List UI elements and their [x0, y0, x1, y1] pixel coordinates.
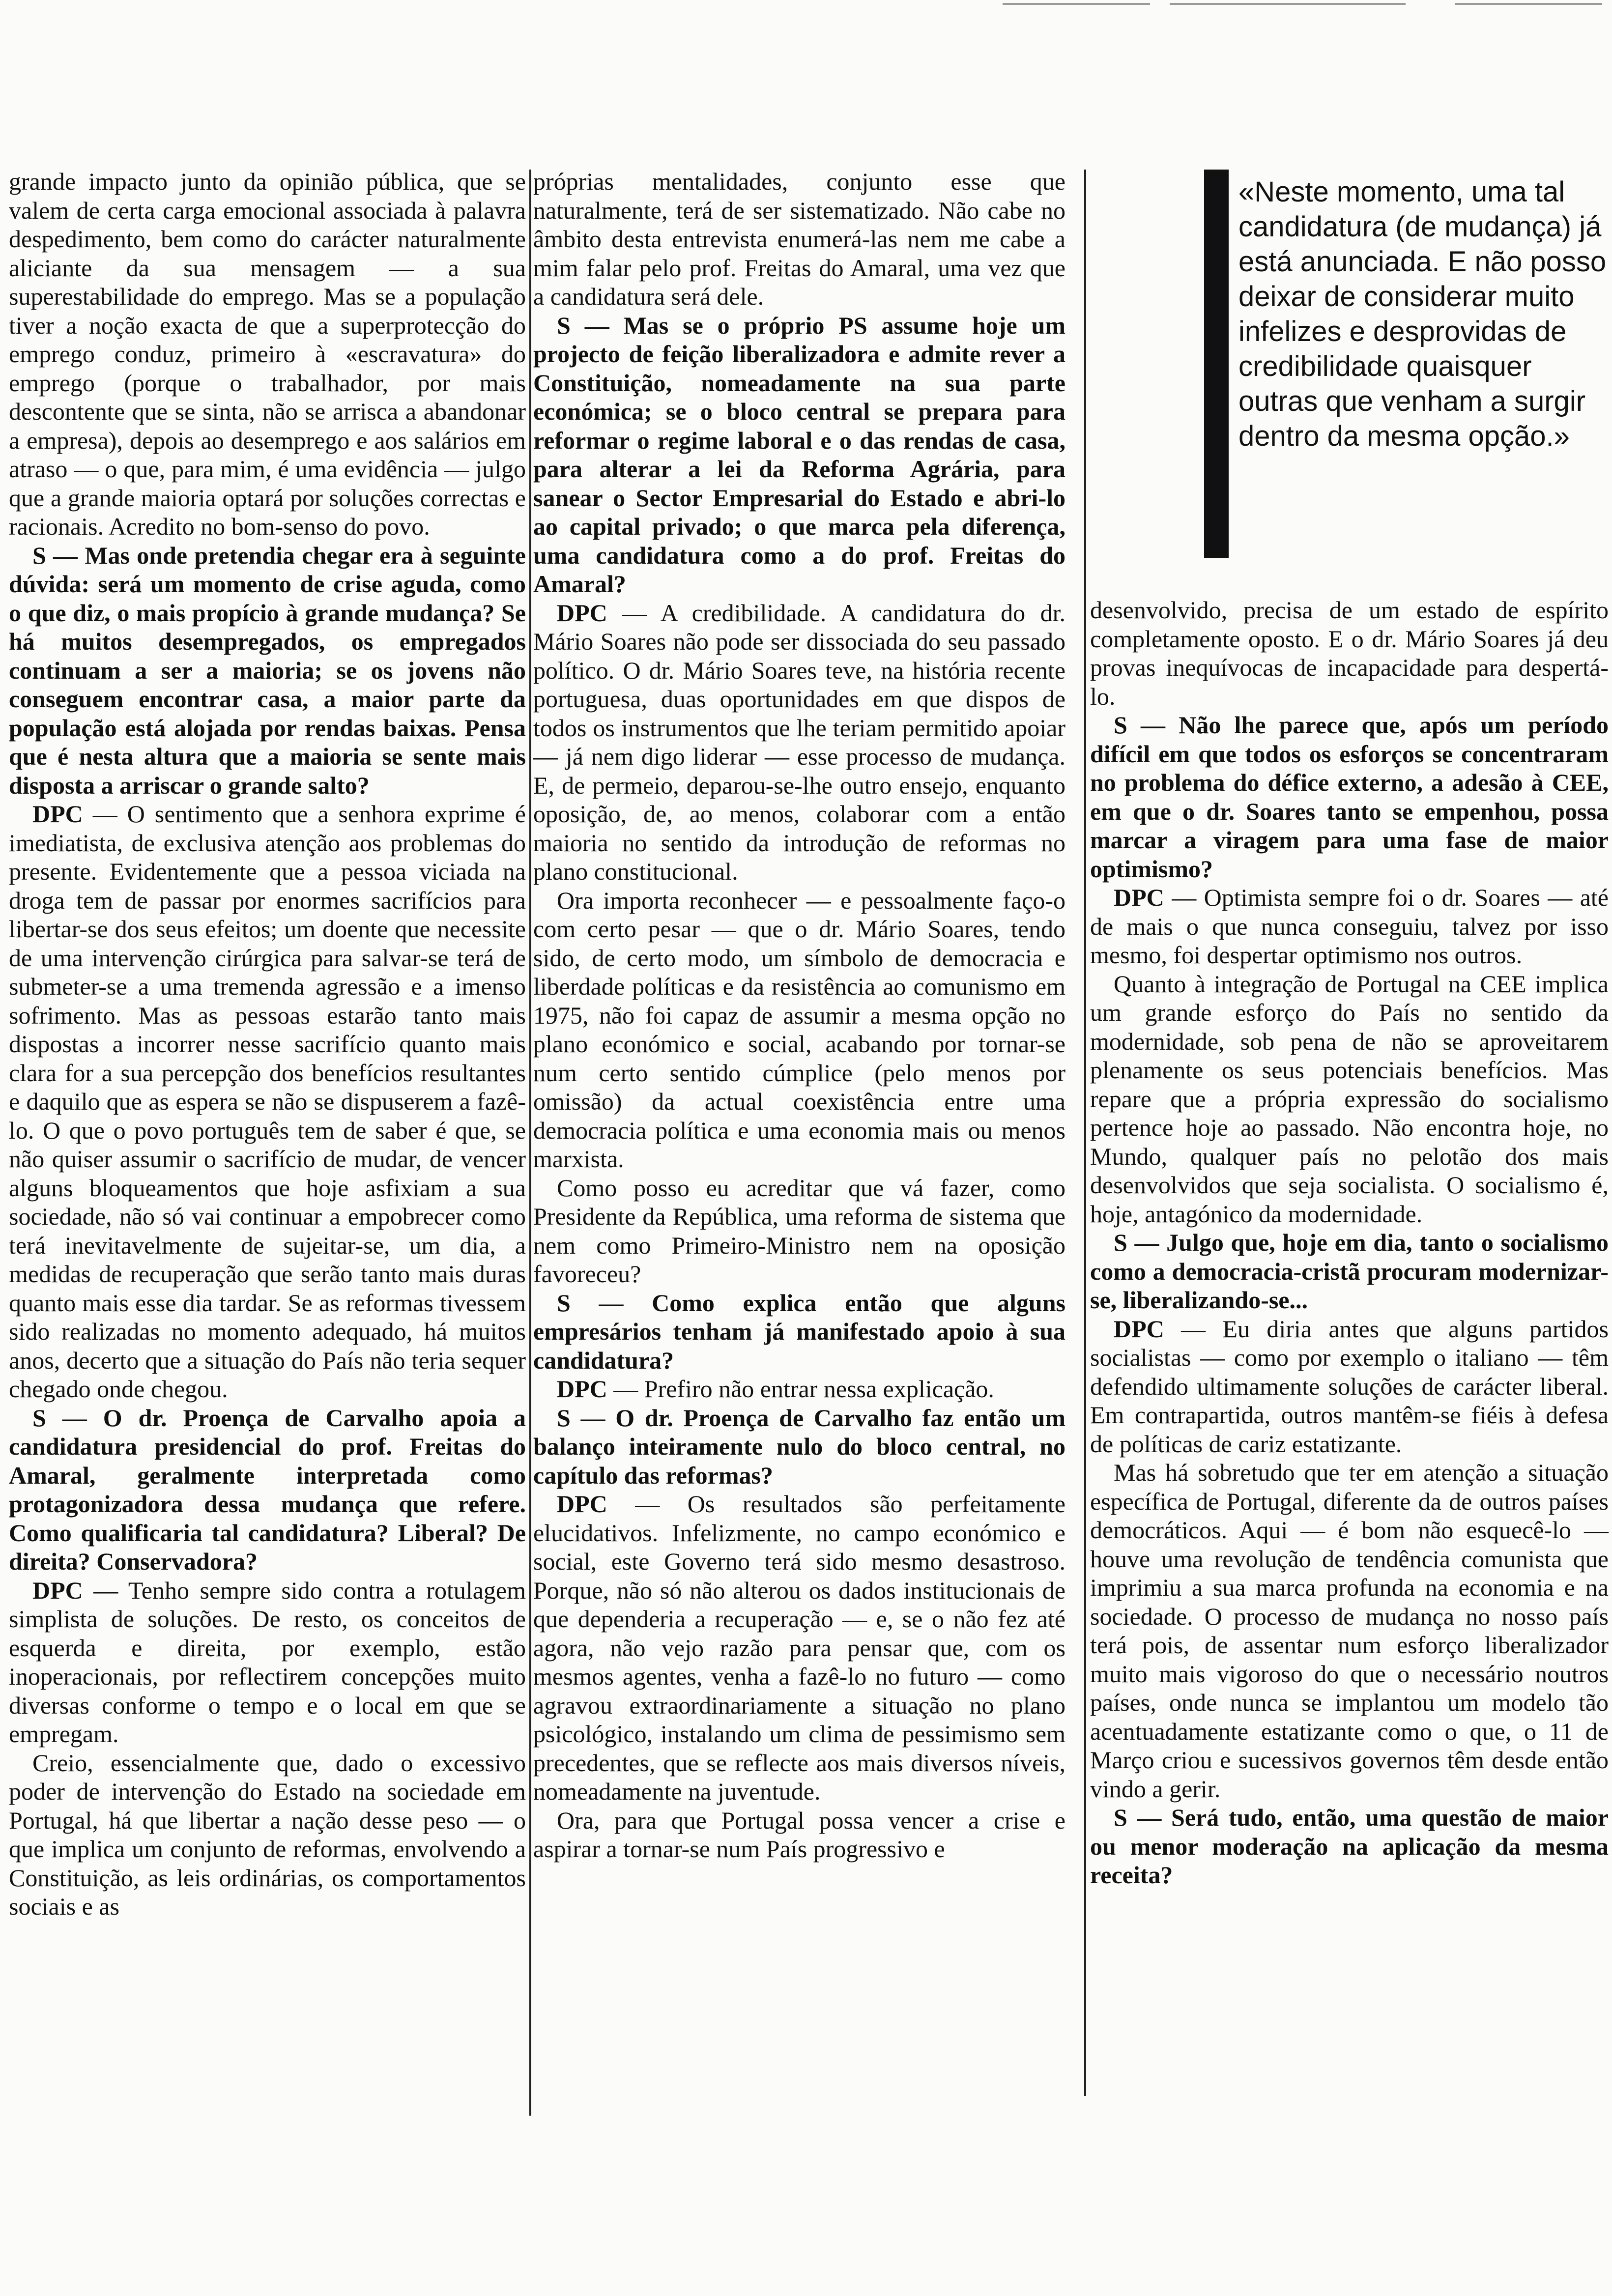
answer-text: — Optimista sempre foi o dr. Soares — até de mais o que nunca conseguiu, talvez por isso mesmo, foi despertar optimismo nos outros. [1090, 884, 1609, 969]
pull-quote [1238, 174, 1612, 454]
paragraph: Quanto à integração de Portugal na CEE implica um grande esforço do País no sentido da modernidade, sob pena de não se aproveitarem plenamente os seus potenciais benefícios. Mas repare que a própria expressão do socialismo pertence hoje ao passado. Não encontra hoje, no Mundo, qualquer país no pelotão dos mais desenvolvidos que seja socialista. O socialismo é, hoje, antagónico da modernidade. [1090, 970, 1609, 1228]
paragraph: Ora, para que Portugal possa vencer a crise e aspirar a tornar-se num País progressivo e [533, 1806, 1065, 1863]
paragraph: Creio, essencialmente que, dado o excessivo poder de intervenção do Estado na sociedade em Portugal, há que libertar a nação desse peso — o que implica um conjunto de reformas, envolvendo a Constituição, as leis ordinárias, os comportamentos sociais e as [9, 1749, 526, 1920]
interview-question: S — Será tudo, então, uma questão de maior ou menor moderação na aplicação da mesma receita? [1090, 1804, 1609, 1889]
interview-question: S — Mas se o próprio PS assume hoje um projecto de feição liberalizadora e admite rever a Constituição, nomeadamente na sua parte económica; se o bloco central se prepara para reformar o regime laboral e o das rendas de casa, para alterar a lei da Reforma Agrária, para sanear o Sector Empresarial do Estado e abri-lo ao capital privado; o que marca pela diferença, uma candidatura como a do prof. Freitas do Amaral? [533, 311, 1065, 598]
interview-answer [533, 1375, 1065, 1404]
answer-text: — A credibilidade. A candidatura do dr. Mário Soares não pode ser dissociada do seu passado político. O dr. Mário Soares teve, na história recente portuguesa, duas oportunidades em que dispos de todos os instrumentos que lhe teriam permitido apoiar — já nem digo liderar — esse processo de mudança. E, de permeio, deparou-se-lhe outro ensejo, enquanto oposição, de, ao menos, colaborar com a então maioria no sentido da introdução de reformas no plano constitucional. [533, 599, 1065, 885]
answer-text: — Tenho sempre sido contra a rotulagem simplista de soluções. De resto, os conceitos de esquerda e direita, por exemplo, estão inoperacionais, por reflectirem concepções muito diversas conforme o tempo e o local em que se empregam. [9, 1576, 526, 1748]
paragraph: Ora importa reconhecer — e pessoalmente faço-o com certo pesar — que o dr. Mário Soares, tendo sido, de certo modo, um símbolo de democracia e liberdade políticas e da resistência ao comunismo em 1975, não foi capaz de assumir a mesma opção no plano económico e social, acabando por tornar-se num certo sentido cúmplice (pelo menos por omissão) da actual coexistência entre uma democracia política e uma economia mais ou menos marxista. [533, 886, 1065, 1173]
article-column-3 [1090, 596, 1609, 1890]
interview-question: S — Não lhe parece que, após um período difícil em que todos os esforços se concentraram no problema do défice externo, a adesão à CEE, em que o dr. Soares tanto se empenhou, possa marcar a viragem para uma fase de maior optimismo? [1090, 711, 1609, 883]
interview-question: S — Como explica então que alguns empresários tenham já manifestado apoio à sua candidatura? [533, 1289, 1065, 1374]
pull-quote-text: «Neste momento, uma tal candidatura (de mudança) já está anunciada. E não posso deixar de considerar muito infelizes e desprovidas de credibilidade quaisquer outras que venham a surgir dentro da mesma opção.» [1238, 176, 1607, 452]
continued-paragraph: próprias mentalidades, conjunto esse que naturalmente, terá de ser sistematizado. Não cabe no âmbito desta entrevista enumerá-las nem me cabe a mim falar pelo prof. Freitas do Amaral, uma vez que a candidatura será dele. [533, 168, 1065, 310]
interview-question: S — O dr. Proença de Carvalho faz então um balanço inteiramente nulo do bloco central, no capítulo das reformas? [533, 1404, 1065, 1489]
top-edge-line [1003, 3, 1150, 5]
interview-answer [9, 1576, 526, 1749]
article-column-1 [9, 167, 526, 1921]
interview-question: S — O dr. Proença de Carvalho apoia a candidatura presidencial do prof. Freitas do Amaral, geralmente interpretada como protagonizadora dessa mudança que refere. Como qualificaria tal candidatura? Liberal? De direita? Conservadora? [9, 1404, 526, 1575]
interview-answer [1090, 883, 1609, 970]
column-divider [1084, 170, 1086, 2096]
answer-text: — O sentimento que a senhora exprime é imediatista, de exclusiva atenção aos problemas do presente. Evidentemente que a pessoa viciada na droga tem de passar por enormes sacrifícios para libertar-se dos seus efeitos; um doente que necessite de uma intervenção cirúrgica para salvar-se terá de submeter-se a uma tremenda agressão e a imenso sofrimento. Mas as pessoas estarão tanto mais dispostas a incorrer nesse sacrifício quanto mais clara for a sua percepção dos benefícios resultantes e daquilo que as espera se não se dispuserem a fazê-lo. O que o povo português tem de saber é que, se não quiser assumir o sacrifício de mudar, de vencer alguns bloqueamentos que hoje asfixiam a sua sociedade, não só vai continuar a empobrecer como terá inevitavelmente de sujeitar-se, um dia, a medidas de recuperação que serão tanto mais duras quanto mais esse dia tardar. Se as reformas tivessem sido realizadas no momento adequado, há muitos anos, decerto que a situação do País não teria sequer chegado onde chegou. [9, 800, 526, 1403]
speaker-label: DPC [557, 1490, 607, 1518]
speaker-label: DPC [32, 1576, 83, 1604]
answer-text: — Prefiro não entrar nessa explicação. [607, 1375, 994, 1403]
continued-paragraph: desenvolvido, precisa de um estado de espírito completamente oposto. E o dr. Mário Soares já deu provas inequívocas de incapacidade para despertá-lo. [1090, 596, 1609, 710]
speaker-label: DPC [32, 800, 83, 828]
paragraph: Como posso eu acreditar que vá fazer, como Presidente da República, uma reforma de sistema que nem como Primeiro-Ministro nem na oposição favoreceu? [533, 1174, 1065, 1288]
speaker-label: DPC [557, 1375, 607, 1403]
interview-answer [1090, 1315, 1609, 1459]
speaker-label: DPC [1114, 884, 1164, 911]
paragraph: Mas há sobretudo que ter em atenção a situação específica de Portugal, diferente da de outros países democráticos. Aqui — é bom não esquecê-lo — houve uma revolução de tendência comunista que imprimiu a sua marca profunda na economia e na sociedade. O processo de mudança no nosso país terá pois, de assentar num esforço liberalizador muito mais vigoroso do que o necessário noutros países, onde nunca se implantou um modelo tão acentuadamente estatizante como o que, o 11 de Março criou e sucessivos governos têm desde então vindo a gerir. [1090, 1459, 1609, 1803]
column-divider [529, 170, 531, 2116]
interview-answer [9, 800, 526, 1404]
speaker-label: DPC [557, 599, 607, 627]
interview-question: S — Julgo que, hoje em dia, tanto o socialismo como a democracia-cristã procuram modernizar-se, liberalizando-se... [1090, 1229, 1609, 1314]
interview-answer [533, 599, 1065, 886]
answer-text: — Eu diria antes que alguns partidos socialistas — como por exemplo o italiano — têm defendido ultimamente soluções de carácter liberal. Em contrapartida, outros mantêm-se fiéis à defesa de políticas de cariz estatizante. [1090, 1315, 1609, 1458]
answer-text: — Os resultados são perfeitamente elucidativos. Infelizmente, no campo económico e social, este Governo terá sido mesmo desastroso. Porque, não só não alterou os dados institucionais de que dependeria a recuperação — e, se o não fez até agora, não vejo razão para pensar que, com os mesmos agentes, venha a fazê-lo no futuro — como agravou extraordinariamente a situação no plano psicológico, instalando um clima de pessimismo sem precedentes, que se reflecte aos mais diversos níveis, nomeadamente na juventude. [533, 1490, 1065, 1805]
top-edge-line [1455, 3, 1602, 5]
pull-quote-bar [1204, 170, 1229, 558]
article-column-2 [533, 167, 1065, 1864]
speaker-label: DPC [1114, 1315, 1164, 1343]
continued-paragraph: grande impacto junto da opinião pública, que se valem de certa carga emocional associada à palavra despedimento, bem como do carácter naturalmente aliciante da sua mensagem — a sua superestabilidade do emprego. Mas se a população tiver a noção exacta de que a superprotecção do emprego conduz, primeiro à «escravatura» do emprego (porque o trabalhador, por mais descontente que se sinta, não se arrisca a abandonar a empresa), depois ao desemprego e aos salários em atraso — o que, para mim, é uma evidência — julgo que a grande maioria optará por soluções correctas e racionais. Acredito no bom-senso do povo. [9, 168, 526, 540]
top-edge-line [1170, 3, 1406, 5]
interview-question: S — Mas onde pretendia chegar era à seguinte dúvida: será um momento de crise aguda, como o que diz, o mais propício à grande mudança? Se há muitos desempregados, os empregados continuam a ser a maioria; se os jovens não conseguem encontrar casa, a maior parte da população está alojada por rendas baixas. Pensa que é nesta altura que a maioria se sente mais disposta a arriscar o grande salto? [9, 541, 526, 799]
interview-answer [533, 1490, 1065, 1806]
